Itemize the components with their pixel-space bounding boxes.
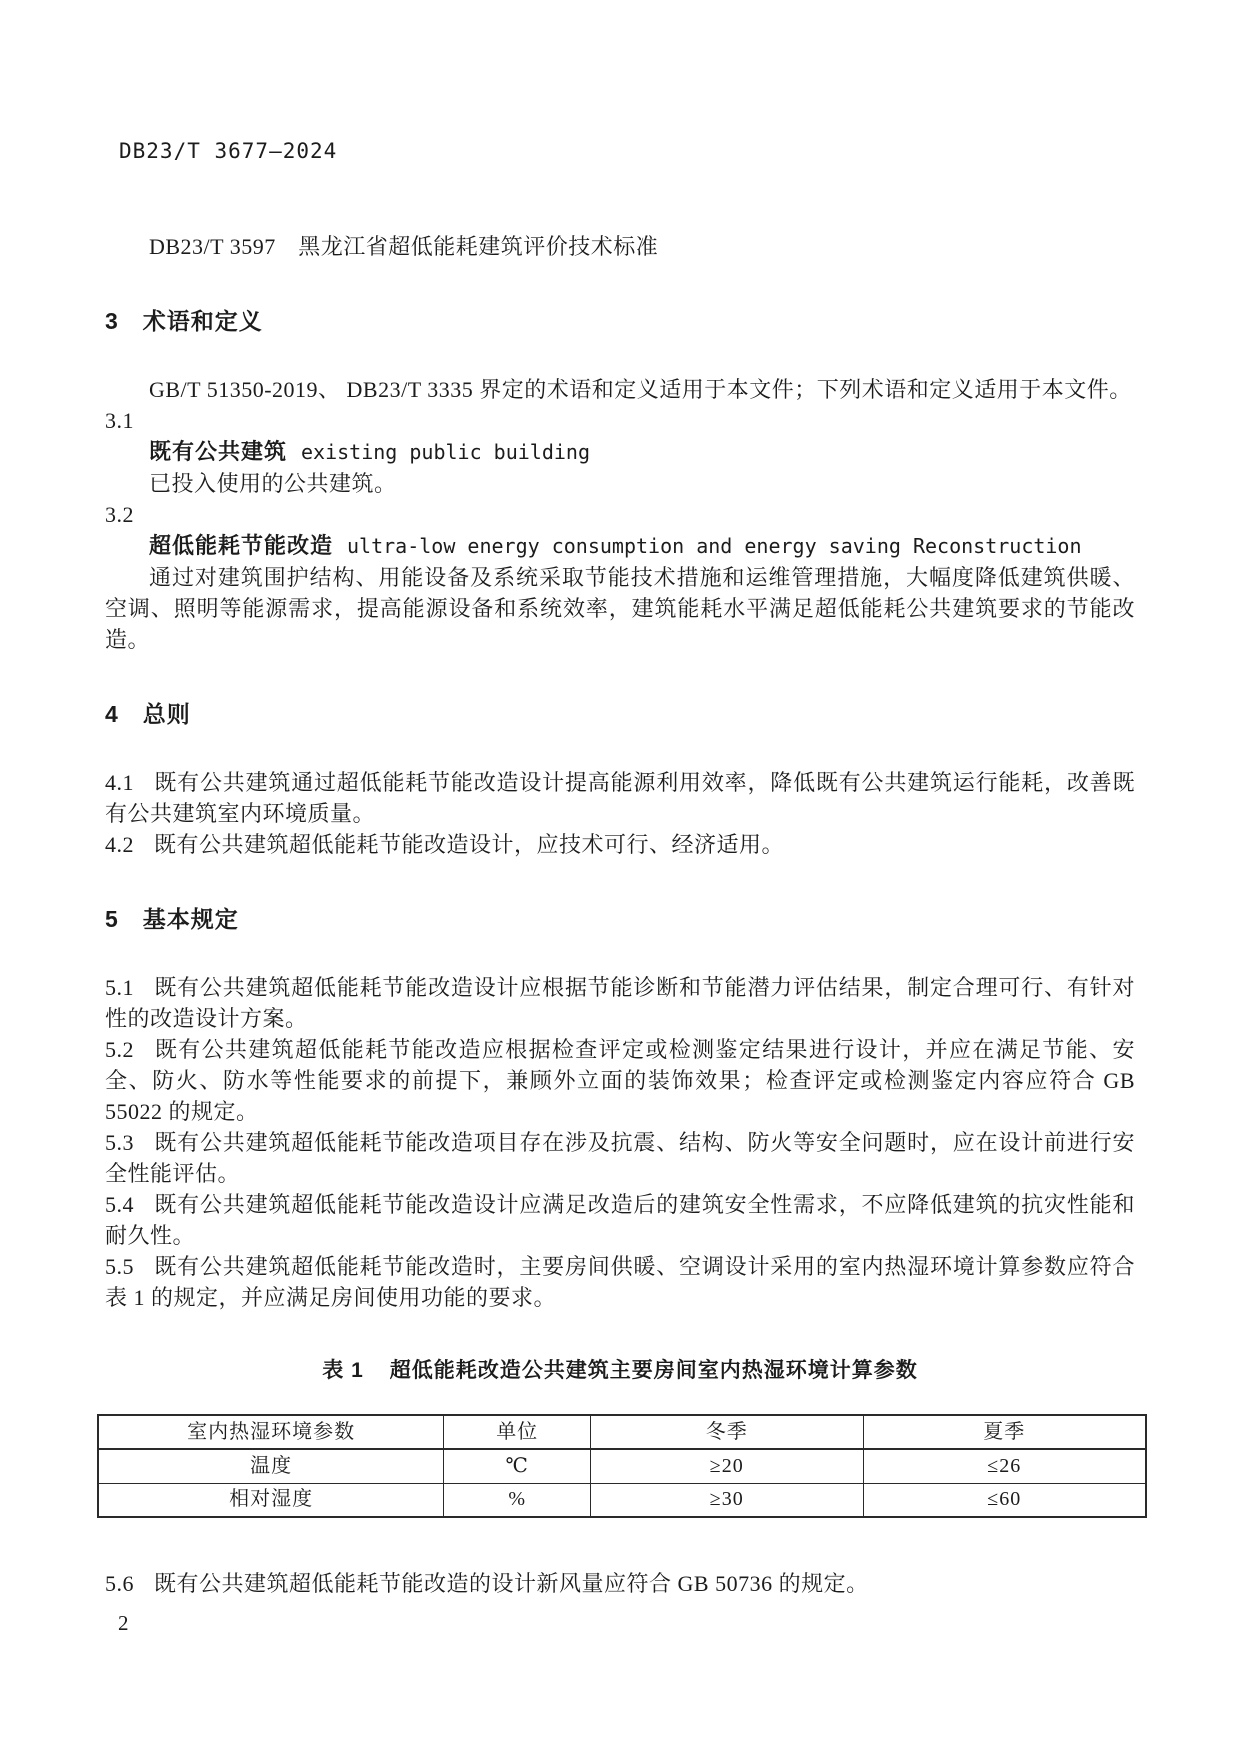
term-3-2-number: 3.2 xyxy=(105,502,134,527)
term-3-2-name-en: ultra-low energy consumption and energy saving Reconstruction xyxy=(347,534,1082,558)
table-cell: % xyxy=(444,1483,591,1517)
table-cell: 相对湿度 xyxy=(98,1483,444,1517)
table-row-temperature xyxy=(98,1449,1146,1483)
table-cell: ≥20 xyxy=(591,1449,863,1483)
table-header-row xyxy=(98,1415,1146,1449)
clause-5-6-number: 5.6 xyxy=(105,1571,134,1596)
section-5-clauses xyxy=(105,972,1135,1313)
clause-5-1-text: 既有公共建筑超低能耗节能改造设计应根据节能诊断和节能潜力评估结果，制定合理可行、有针对性的改造设计方案。 xyxy=(105,975,1135,1031)
clause-5-5 xyxy=(105,1251,1135,1313)
term-3-1-definition: 已投入使用的公共建筑。 xyxy=(149,471,397,496)
clause-4-1-text: 既有公共建筑通过超低能耗节能改造设计提高能源利用效率，降低既有公共建筑运行能耗，改善既有公共建筑室内环境质量。 xyxy=(105,770,1135,826)
table-cell: ≤26 xyxy=(863,1449,1146,1483)
clause-5-5-text: 既有公共建筑超低能耗节能改造时，主要房间供暖、空调设计采用的室内热湿环境计算参数应符合表 1 的规定，并应满足房间使用功能的要求。 xyxy=(105,1254,1135,1310)
table-header-winter: 冬季 xyxy=(591,1415,863,1449)
clause-5-2 xyxy=(105,1034,1135,1127)
table-1-caption-number: 表 1 xyxy=(322,1359,364,1382)
clause-4-2-text: 既有公共建筑超低能耗节能改造设计，应技术可行、经济适用。 xyxy=(154,832,785,857)
term-3-1-name-cn: 既有公共建筑 xyxy=(149,439,288,464)
clause-4-1-number: 4.1 xyxy=(105,770,134,795)
page-number: 2 xyxy=(118,1611,129,1635)
clause-5-5-number: 5.5 xyxy=(105,1254,134,1279)
clause-5-4 xyxy=(105,1189,1135,1251)
term-3-1-name-en: existing public building xyxy=(301,440,590,464)
clause-4-1 xyxy=(105,767,1135,829)
section-5-heading: 5 基本规定 xyxy=(105,906,239,932)
clause-5-4-number: 5.4 xyxy=(105,1192,134,1217)
term-3-2-title xyxy=(105,530,1135,562)
table-cell: ℃ xyxy=(444,1449,591,1483)
clause-4-2-number: 4.2 xyxy=(105,832,134,857)
section-3-intro: GB/T 51350-2019、 DB23/T 3335 界定的术语和定义适用于本文件；下列术语和定义适用于本文件。 xyxy=(149,377,1132,402)
section-4-heading: 4 总则 xyxy=(105,701,191,727)
table-header-parameter: 室内热湿环境参数 xyxy=(98,1415,444,1449)
table-header-unit: 单位 xyxy=(444,1415,591,1449)
clause-5-6-text: 既有公共建筑超低能耗节能改造的设计新风量应符合 GB 50736 的规定。 xyxy=(154,1571,869,1596)
clause-5-6 xyxy=(105,1568,1135,1599)
clause-5-2-text: 既有公共建筑超低能耗节能改造应根据检查评定或检测鉴定结果进行设计，并应在满足节能、安全、防火、防水等性能要求的前提下，兼顾外立面的装饰效果；检查评定或检测鉴定内容应符合 GB 55022 的规定。 xyxy=(105,1037,1135,1124)
clause-4-2 xyxy=(105,829,1135,860)
table-cell: ≤60 xyxy=(863,1483,1146,1517)
table-header-summer: 夏季 xyxy=(863,1415,1146,1449)
table-row-relative-humidity xyxy=(98,1483,1146,1517)
table-cell: ≥30 xyxy=(591,1483,863,1517)
term-3-2-definition: 通过对建筑围护结构、用能设备及系统采取节能技术措施和运维管理措施，大幅度降低建筑供暖、空调、照明等能源需求，提高能源设备和系统效率，建筑能耗水平满足超低能耗公共建筑要求的节能改造。 xyxy=(105,565,1135,652)
section-4-clauses xyxy=(105,767,1135,860)
clause-5-3 xyxy=(105,1127,1135,1189)
normative-reference: DB23/T 3597 黑龙江省超低能耗建筑评价技术标准 xyxy=(149,234,659,259)
term-3-2-name-cn: 超低能耗节能改造 xyxy=(149,533,334,558)
table-1 xyxy=(97,1414,1147,1518)
section-3-heading: 3 术语和定义 xyxy=(105,308,263,334)
clause-5-3-text: 既有公共建筑超低能耗节能改造项目存在涉及抗震、结构、防火等安全问题时，应在设计前进行安全性能评估。 xyxy=(105,1130,1135,1186)
document-code: DB23/T 3677—2024 xyxy=(119,139,338,163)
clause-5-1 xyxy=(105,972,1135,1034)
table-1-caption xyxy=(105,1355,1135,1386)
clause-5-2-number: 5.2 xyxy=(105,1037,134,1062)
clause-5-1-number: 5.1 xyxy=(105,975,134,1000)
clause-5-3-number: 5.3 xyxy=(105,1130,134,1155)
clause-5-4-text: 既有公共建筑超低能耗节能改造设计应满足改造后的建筑安全性需求，不应降低建筑的抗灾性能和耐久性。 xyxy=(105,1192,1135,1248)
table-cell: 温度 xyxy=(98,1449,444,1483)
term-3-1-number: 3.1 xyxy=(105,408,134,433)
term-3-1-title xyxy=(105,436,1135,468)
table-1-caption-title: 超低能耗改造公共建筑主要房间室内热湿环境计算参数 xyxy=(389,1359,918,1382)
